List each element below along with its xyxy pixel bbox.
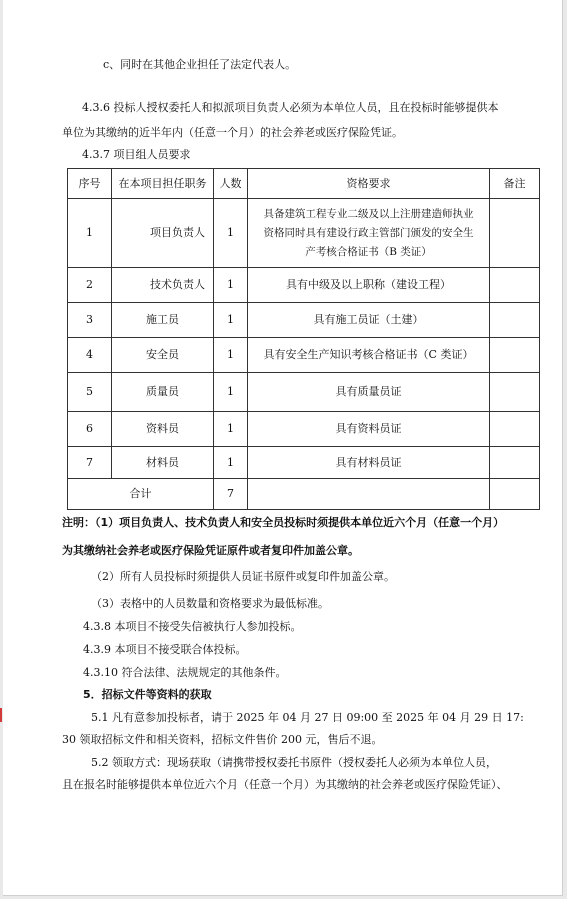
clause-4-3-8: 4.3.8 本项目不接受失信被执行人参加投标。 <box>83 620 302 633</box>
note-3: （3）表格中的人员数量和资格要求为最低标准。 <box>91 597 329 610</box>
row-note <box>490 303 540 338</box>
requirement-line: 具备建筑工程专业二级及以上注册建造师执业 <box>263 207 474 220</box>
clause-4-3-6-line2: 单位为其缴纳的近半年内（任意一个月）的社会养老或医疗保险凭证。 <box>62 126 403 139</box>
table-row <box>68 447 540 479</box>
header-count: 人数 <box>214 169 248 199</box>
note-2: （2）所有人员投标时须提供人员证书原件或复印件加盖公章。 <box>91 570 395 583</box>
table-row <box>68 303 540 338</box>
clause-5-1-line2: 30 领取招标文件和相关资料，招标文件售价 200 元，售后不退。 <box>62 733 383 746</box>
header-role: 在本项目担任职务 <box>112 169 214 199</box>
requirement-line: 资格同时具有建设行政主管部门颁发的安全生 <box>263 226 474 239</box>
row-note <box>490 338 540 373</box>
row-count: 1 <box>214 338 248 373</box>
row-no: 2 <box>68 268 112 303</box>
row-requirements: 具有施工员证（土建） <box>248 303 490 338</box>
row-role: 资料员 <box>112 412 214 447</box>
clause-4-3-7-heading: 4.3.7 项目组人员要求 <box>82 148 191 161</box>
row-count: 1 <box>214 268 248 303</box>
clause-c: c、同时在其他企业担任了法定代表人。 <box>103 58 297 71</box>
header-no: 序号 <box>68 169 112 199</box>
clause-4-3-9: 4.3.9 本项目不接受联合体投标。 <box>83 643 247 656</box>
row-requirements: 具有中级及以上职称（建设工程） <box>248 268 490 303</box>
row-requirements: 具有资料员证 <box>248 412 490 447</box>
total-note <box>490 479 540 510</box>
row-no: 5 <box>68 373 112 412</box>
table-total-row <box>68 479 540 510</box>
row-count: 1 <box>214 447 248 479</box>
row-role: 安全员 <box>112 338 214 373</box>
table-row <box>68 373 540 412</box>
row-count: 1 <box>214 199 248 268</box>
clause-4-3-10: 4.3.10 符合法律、法规规定的其他条件。 <box>83 666 287 679</box>
note-1-line1: 注明：（1）项目负责人、技术负责人和安全员投标时须提供本单位近六个月（任意一个月） <box>62 516 505 529</box>
row-note <box>490 199 540 268</box>
document-page <box>3 0 563 896</box>
row-note <box>490 268 540 303</box>
row-no: 3 <box>68 303 112 338</box>
row-requirements <box>248 199 490 268</box>
row-count: 1 <box>214 303 248 338</box>
table-row <box>68 199 540 268</box>
row-no: 7 <box>68 447 112 479</box>
row-note <box>490 447 540 479</box>
note-1-line2: 为其缴纳社会养老或医疗保险凭证原件或者复印件加盖公章。 <box>62 544 359 557</box>
clause-4-3-6-line1: 4.3.6 投标人授权委托人和拟派项目负责人必须为本单位人员，且在投标时能够提供本 <box>82 101 499 114</box>
row-count: 1 <box>214 412 248 447</box>
clause-5-2-line1: 5.2 领取方式：现场获取（请携带授权委托书原件（授权委托人必须为本单位人员， <box>91 756 497 769</box>
row-requirements: 具有质量员证 <box>248 373 490 412</box>
total-count: 7 <box>214 479 248 510</box>
table-row <box>68 412 540 447</box>
row-role: 材料员 <box>112 447 214 479</box>
table-row <box>68 268 540 303</box>
total-label: 合计 <box>68 479 214 510</box>
row-role: 质量员 <box>112 373 214 412</box>
total-requirements <box>248 479 490 510</box>
header-requirements: 资格要求 <box>248 169 490 199</box>
row-requirements: 具有材料员证 <box>248 447 490 479</box>
row-requirements: 具有安全生产知识考核合格证书（C 类证） <box>248 338 490 373</box>
clause-5-1-line1: 5.1 凡有意参加投标者，请于 2025 年 04 月 27 日 09:00 至 2025 年 04 月 29 日 17: <box>91 711 524 724</box>
row-no: 4 <box>68 338 112 373</box>
row-role: 施工员 <box>112 303 214 338</box>
personnel-requirements-table <box>67 168 540 510</box>
header-note: 备注 <box>490 169 540 199</box>
table-row <box>68 338 540 373</box>
requirement-line: 产考核合格证书（B 类证） <box>305 245 432 258</box>
row-note <box>490 412 540 447</box>
row-count: 1 <box>214 373 248 412</box>
clause-5-2-line2: 且在报名时能够提供本单位近六个月（任意一个月）为其缴纳的社会养老或医疗保险凭证）、 <box>62 778 508 791</box>
section-5-heading: 5．招标文件等资料的获取 <box>83 688 212 701</box>
row-no: 1 <box>68 199 112 268</box>
row-role: 项目负责人 <box>112 199 214 268</box>
row-note <box>490 373 540 412</box>
table-header-row <box>68 169 540 199</box>
margin-marker <box>0 708 2 722</box>
row-role: 技术负责人 <box>112 268 214 303</box>
row-no: 6 <box>68 412 112 447</box>
